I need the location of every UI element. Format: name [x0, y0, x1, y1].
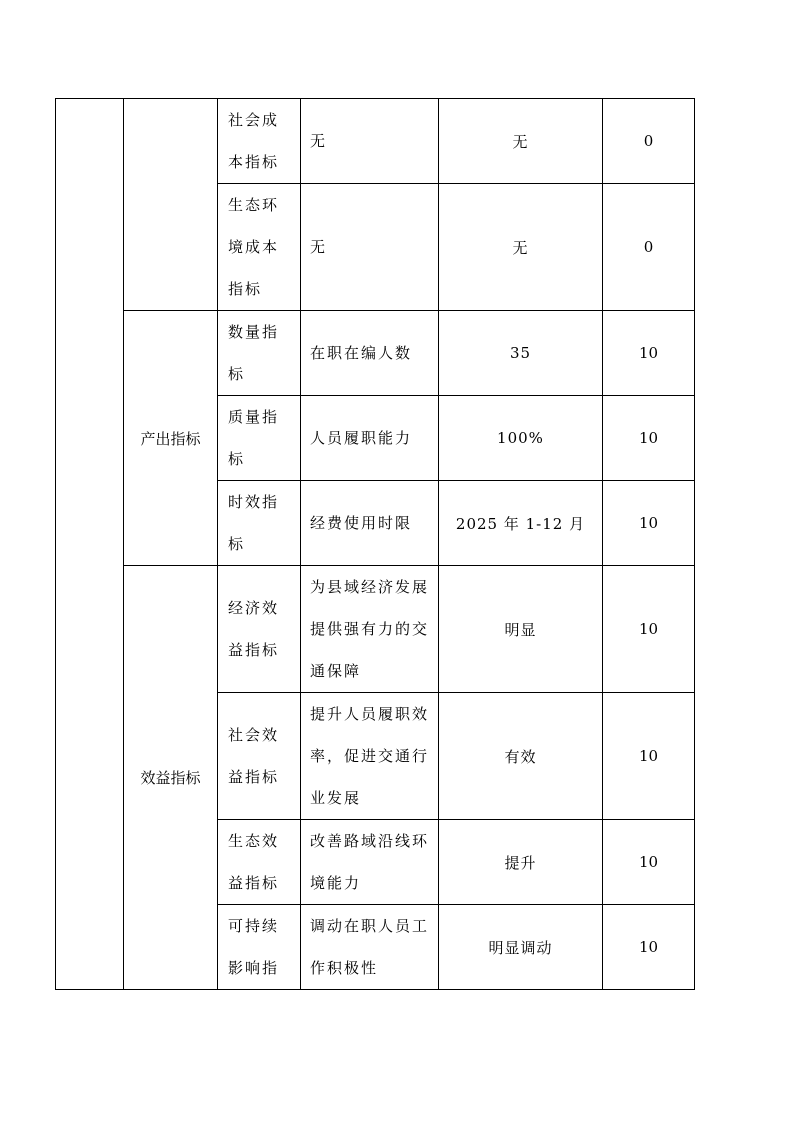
indicator-content: 改善路域沿线环境能力 — [301, 820, 439, 905]
indicator-score: 10 — [603, 693, 695, 820]
indicator-value: 有效 — [439, 693, 603, 820]
sub-indicator-name: 生态效益指标 — [218, 820, 301, 905]
secondary-indicator-cell-cost — [124, 99, 218, 311]
indicator-score: 0 — [603, 184, 695, 311]
indicator-score: 10 — [603, 820, 695, 905]
indicator-score: 10 — [603, 566, 695, 693]
indicator-score: 10 — [603, 311, 695, 396]
indicator-value: 2025 年 1-12 月 — [439, 481, 603, 566]
sub-indicator-name: 质量指标 — [218, 396, 301, 481]
indicator-content: 在职在编人数 — [301, 311, 439, 396]
indicator-content: 提升人员履职效率，促进交通行业发展 — [301, 693, 439, 820]
indicator-value: 提升 — [439, 820, 603, 905]
sub-indicator-name: 社会成本指标 — [218, 99, 301, 184]
indicator-content: 人员履职能力 — [301, 396, 439, 481]
indicator-content: 无 — [301, 184, 439, 311]
table-row — [56, 566, 695, 693]
indicator-score: 10 — [603, 481, 695, 566]
sub-indicator-name: 时效指标 — [218, 481, 301, 566]
sub-indicator-name: 可持续影响指 — [218, 905, 301, 990]
indicator-score: 10 — [603, 396, 695, 481]
indicator-score: 10 — [603, 905, 695, 990]
indicator-value: 明显 — [439, 566, 603, 693]
category-benefit: 效益指标 — [124, 566, 218, 990]
indicator-value: 明显调动 — [439, 905, 603, 990]
indicator-content: 调动在职人员工作积极性 — [301, 905, 439, 990]
first-level-indicator-cell — [56, 99, 124, 990]
table-row — [56, 311, 695, 396]
sub-indicator-name: 生态环境成本指标 — [218, 184, 301, 311]
indicator-content: 为县域经济发展提供强有力的交通保障 — [301, 566, 439, 693]
category-output: 产出指标 — [124, 311, 218, 566]
indicator-content: 无 — [301, 99, 439, 184]
indicator-content: 经费使用时限 — [301, 481, 439, 566]
indicator-value: 100% — [439, 396, 603, 481]
sub-indicator-name: 经济效益指标 — [218, 566, 301, 693]
sub-indicator-name: 社会效益指标 — [218, 693, 301, 820]
indicator-score: 0 — [603, 99, 695, 184]
sub-indicator-name: 数量指标 — [218, 311, 301, 396]
indicator-value: 无 — [439, 99, 603, 184]
indicator-value: 无 — [439, 184, 603, 311]
performance-indicator-table — [55, 98, 695, 990]
indicator-value: 35 — [439, 311, 603, 396]
table-row — [56, 99, 695, 184]
